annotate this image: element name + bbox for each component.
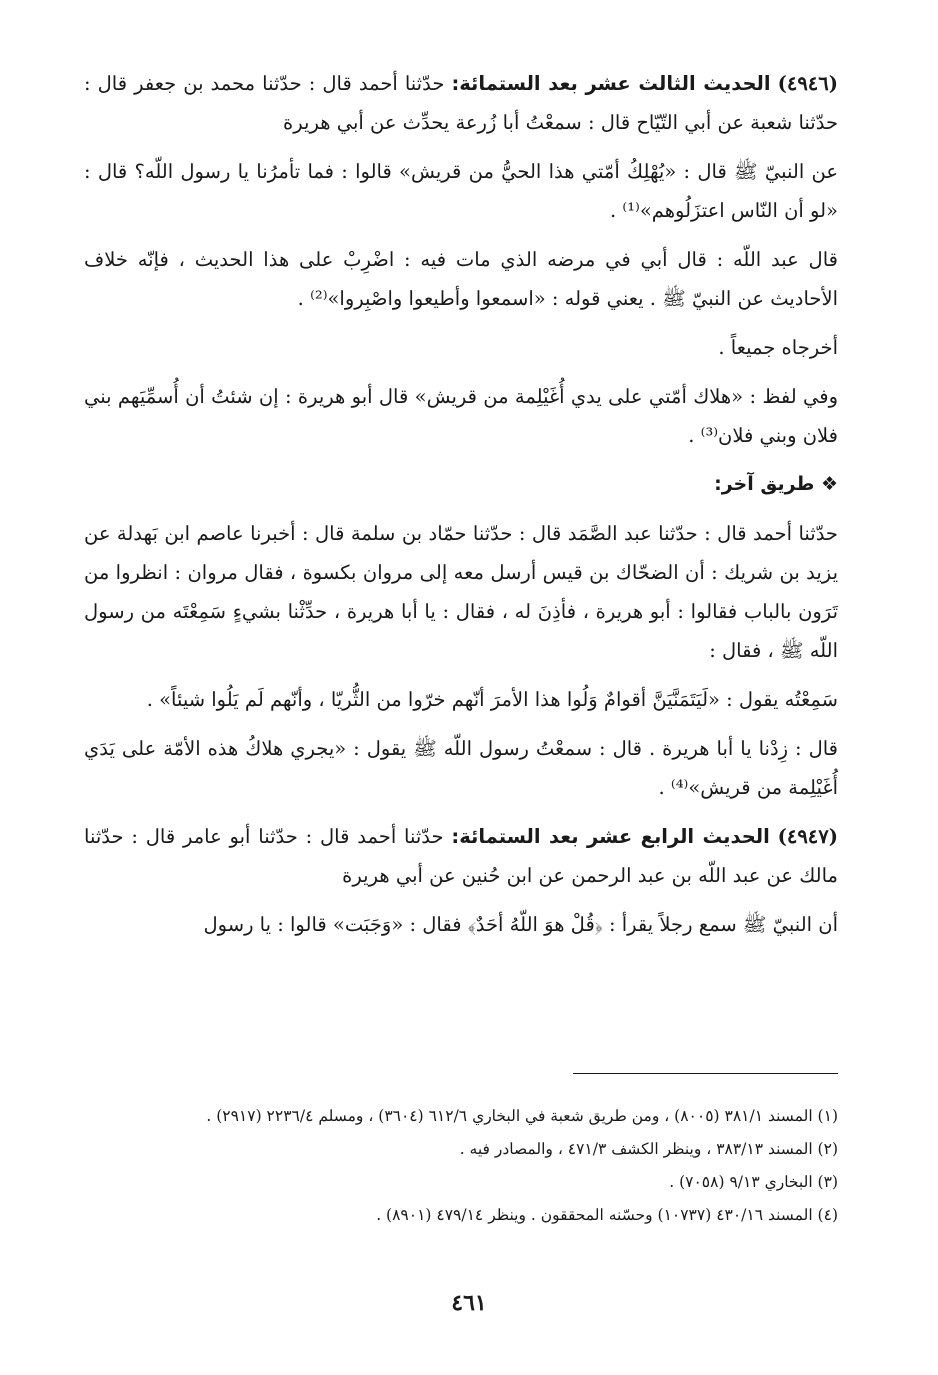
- footnote-3: (٣) البخاري ٩/١٣ (٧٠٥٨) .: [669, 1173, 838, 1191]
- footnote-4: (٤) المسند ٤٣٠/١٦ (١٠٧٣٧) وحسّنه المحققون . وينظر ٤٧٩/١٤ (٨٩٠١) .: [376, 1206, 838, 1224]
- footnotes: [84, 1100, 838, 1232]
- hadith-title: الحديث الثالث عشر بعد الستمائة:: [451, 72, 771, 95]
- hadith-isnad: حدّثنا أحمد قال : حدّثنا محمد بن جعفر قال : حدّثنا شعبة عن أبي التّيّاح قال : سمعْتُ أبا زُرعة يحدِّث عن أبي هريرة: [84, 72, 838, 134]
- section-heading: ❖ طريق آخر:: [714, 473, 838, 495]
- footnote-divider: [573, 1073, 838, 1074]
- other-path-paragraph-1: حدّثنا أحمد قال : حدّثنا عبد الصَّمَد قال : حدّثنا حمّاد بن سلمة قال : أخبرنا عاصم ابن بَهدلة عن يزيد بن شريك : أن الضحّاك بن قيس أرسل معه إلى مروان بكسوة ، فقال مروان : انظروا من تَرَون بالباب فقالوا : أبو هريرة ، فأذِنَ له ، فقال : يا أبا هريرة ، حدِّثْنا بشيءٍ سَمِعْتَه من رسول اللّه ﷺ ، فقال :: [84, 522, 838, 662]
- other-path-paragraph-3: قال : زِدْنا يا أبا هريرة . قال : سمعْتُ رسول اللّه ﷺ يقول : «يجري هلاكُ هذه الأمّة على يَدَي أُغَيْلِمة من قريش»⁽⁴⁾ .: [84, 737, 838, 799]
- footnote-1: (١) المسند ٣٨١/١ (٨٠٠٥) ، ومن طريق شعبة في البخاري ٦١٢/٦ (٣٦٠٤) ، ومسلم ٢٢٣٦/٤ (٢٩١٧) .: [206, 1107, 838, 1125]
- hadith-matn: عن النبيّ ﷺ قال : «يُهْلِكُ أمّتي هذا الحيُّ من قريش» قالوا : فما تأمرُنا يا رسول اللّه؟ قال : «لو أن النّاس اعتزَلُوهم»⁽¹⁾ .: [84, 160, 838, 222]
- hadith-comment: قال عبد اللّه : قال أبي في مرضه الذي مات فيه : اضْرِبْ على هذا الحديث ، فإنّه خلاف الأحاديث عن النبيّ ﷺ . يعني قوله : «اسمعوا وأطيعوا واصْبِروا»⁽²⁾ .: [84, 248, 838, 310]
- hadith-title: الحديث الرابع عشر بعد الستمائة:: [451, 825, 770, 848]
- hadith-number: (٤٩٤٧): [777, 825, 838, 848]
- hadith-isnad: حدّثنا أحمد قال : حدّثنا أبو عامر قال : حدّثنا مالك عن عبد اللّه بن عبد الرحمن عن ابن حُنين عن أبي هريرة: [84, 825, 838, 887]
- footnote-2: (٢) المسند ٣٨٣/١٣ ، وينظر الكشف ٤٧١/٣ ، والمصادر فيه .: [459, 1140, 838, 1158]
- hadith-matn: أن النبيّ ﷺ سمع رجلاً يقرأ : ﴿قُلْ هوَ اللّهُ أحَدٌ﴾ فقال : «وَجَبَت» قالوا : يا رسول: [203, 913, 838, 936]
- hadith-number: (٤٩٤٦): [777, 72, 838, 95]
- hadith-4947-heading-paragraph: [84, 817, 838, 895]
- hadith-variant: وفي لفظ : «هلاك أمّتي على يدي أُغَيْلِمة من قريش» قال أبو هريرة : إن شئتُ أن أُسمِّيَهم بني فلان وبني فلان⁽³⁾ .: [84, 385, 838, 447]
- other-path-paragraph-2: سَمِعْتُه يقول : «لَيَتَمَنَّيَنَّ أقوامٌ وَلُوا هذا الأمرَ أنّهم خرّوا من الثُّريّا ، وأنّهم لَم يَلُوا شيئاً» .: [146, 688, 838, 711]
- hadith-takhrij: أخرجاه جميعاً .: [718, 336, 838, 359]
- hadith-4946-heading-paragraph: [84, 64, 838, 142]
- main-text: [84, 62, 838, 954]
- page-number: ٤٦١: [451, 1290, 487, 1316]
